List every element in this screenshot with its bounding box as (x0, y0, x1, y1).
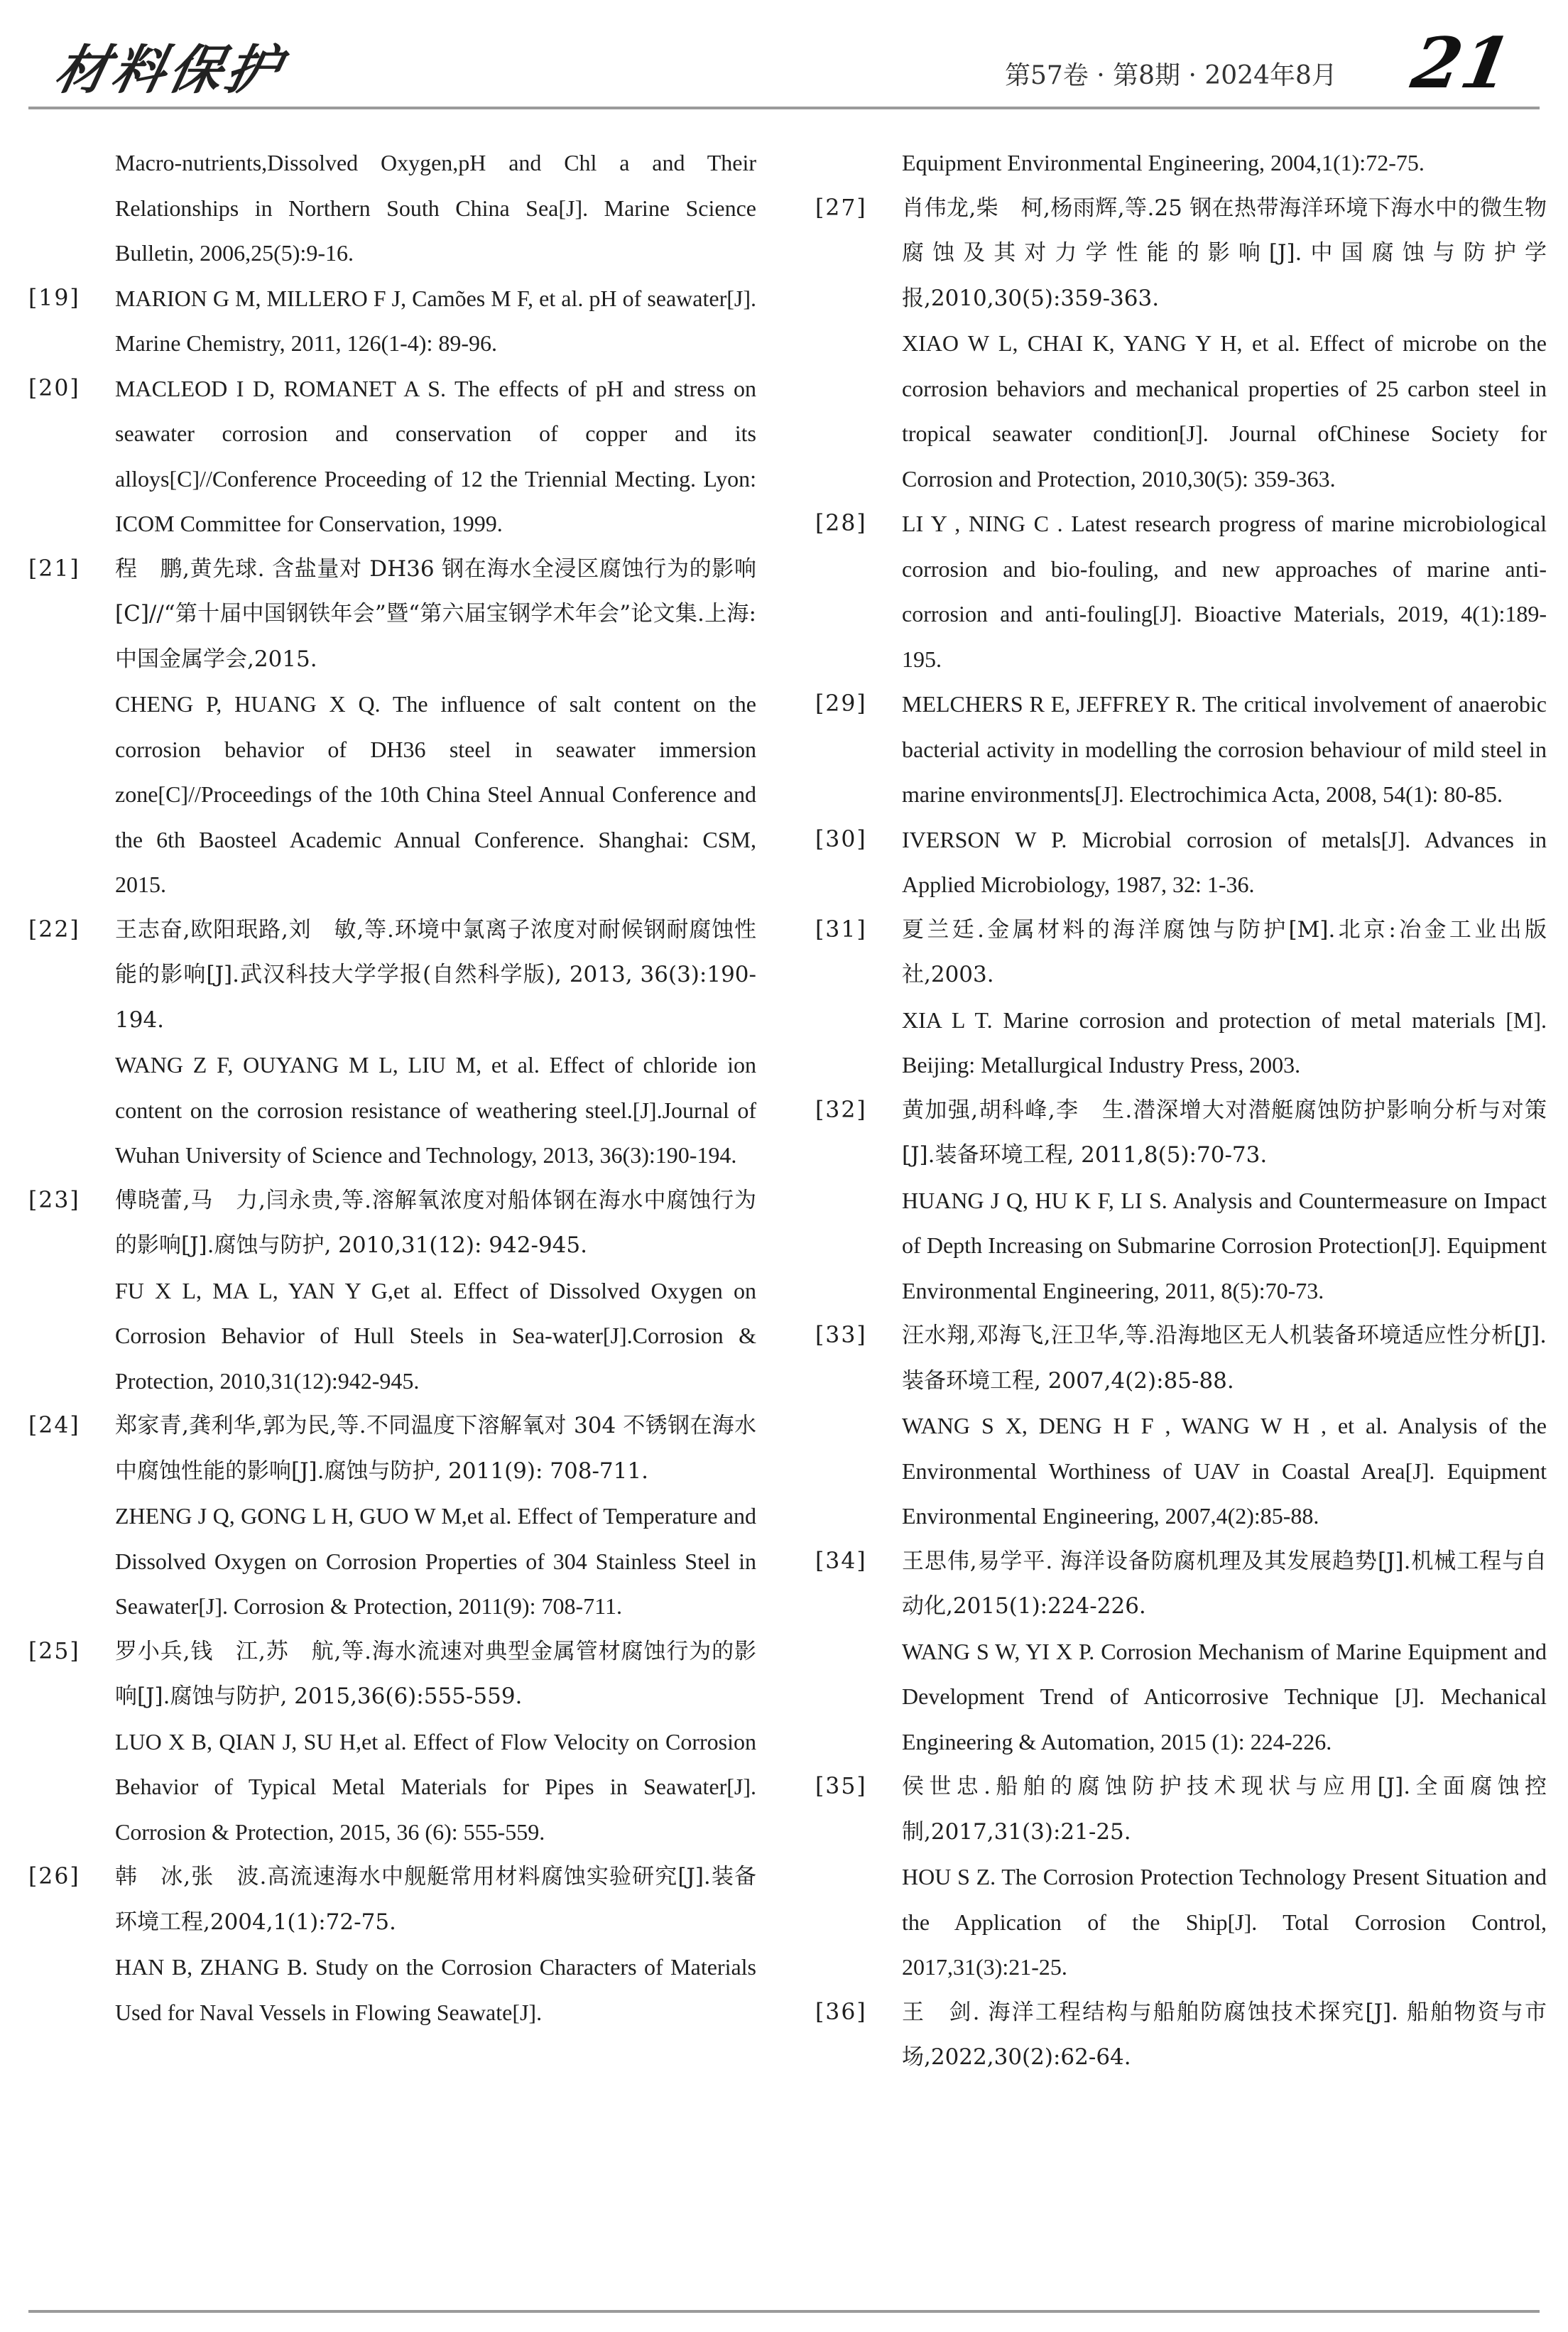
reference-text: 夏兰廷.金属材料的海洋腐蚀与防护[M].北京:冶金工业出版社,2003. (902, 916, 1547, 987)
left-column (28, 141, 756, 2035)
reference-text: WANG S W, YI X P. Corrosion Mechanism of Marine Equipment and Development Trend of Anticorrosive Technique [J]. Mechanical Engineering & Automation, 2015 (1): 224-226. (902, 1638, 1547, 1755)
reference-number: [33] (815, 1323, 867, 1348)
reference-number: [19] (28, 285, 80, 311)
reference-text: Macro-nutrients,Dissolved Oxygen,pH and Chl a and Their Relationships in Northern South China Sea[J]. Marine Science Bulletin, 2006,25(5):9-16. (115, 150, 756, 266)
reference-text: CHENG P, HUANG X Q. The influence of salt content on the corrosion behavior of DH36 steel in seawater immersion zone[C]//Proceedings of the 10th China Steel Annual Conference and the 6th Baosteel Academic Annual Conference. Shanghai: CSM, 2015. (115, 691, 756, 897)
reference-text: LI Y , NING C . Latest research progress of marine microbiological corrosion and bio-fouling, and new approaches of marine anti-corrosion and anti-fouling[J]. Bioactive Materials, 2019, 4(1):189-195. (902, 511, 1547, 672)
reference-text: 王思伟,易学平. 海洋设备防腐机理及其发展趋势[J].机械工程与自动化,2015(1):224-226. (902, 1548, 1547, 1619)
reference-text: 汪水翔,邓海飞,汪卫华,等.沿海地区无人机装备环境适应性分析[J].装备环境工程, 2007,4(2):85-88. (902, 1323, 1547, 1394)
reference-entry (28, 1404, 756, 1494)
reference-text: Equipment Environmental Engineering, 2004,1(1):72-75. (902, 150, 1425, 175)
reference-number: [22] (28, 916, 80, 943)
reference-text: 黄加强,胡科峰,李 生.潜深增大对潜艇腐蚀防护影响分析与对策[J].装备环境工程, 2011,8(5):70-73. (902, 1097, 1547, 1168)
header-divider (28, 107, 1540, 109)
page-number: 21 (1405, 23, 1518, 104)
reference-entry (28, 141, 756, 276)
reference-entry (815, 1629, 1547, 1765)
reference-text: HAN B, ZHANG B. Study on the Corrosion Characters of Materials Used for Naval Vessels in Flowing Seawate[J]. (115, 1954, 756, 2025)
reference-number: [27] (815, 195, 867, 221)
reference-text: 王 剑. 海洋工程结构与船舶防腐蚀技术探究[J]. 船舶物资与市场,2022,30(2):62-64. (902, 1999, 1547, 2070)
reference-entry (815, 1313, 1547, 1404)
reference-text: 肖伟龙,柴 柯,杨雨辉,等.25 钢在热带海洋环境下海水中的微生物腐蚀及其对力学性能的影响[J].中国腐蚀与防护学报,2010,30(5):359-363. (902, 195, 1547, 311)
reference-text: WANG S X, DENG H F , WANG W H , et al. Analysis of the Environmental Worthiness of UAV in Coastal Area[J]. Equipment Environmental Engineering, 2007,4(2):85-88. (902, 1413, 1547, 1529)
reference-entry (815, 1178, 1547, 1314)
reference-number: [34] (815, 1548, 867, 1574)
reference-number: [25] (28, 1638, 80, 1664)
reference-entry (28, 1855, 756, 1945)
reference-entry (815, 1539, 1547, 1629)
right-column (815, 141, 1547, 2081)
reference-entry (815, 682, 1547, 818)
reference-entry (28, 682, 756, 908)
reference-entry (28, 367, 756, 547)
reference-entry (815, 186, 1547, 322)
reference-number: [30] (815, 826, 867, 852)
reference-entry (815, 1990, 1547, 2081)
reference-number: [36] (815, 1999, 867, 2025)
reference-number: [20] (28, 375, 80, 401)
reference-text: 韩 冰,张 波.高流速海水中舰艇常用材料腐蚀实验研究[J].装备环境工程,2004,1(1):72-75. (115, 1864, 756, 1935)
reference-text: 王志奋,欧阳珉路,刘 敏,等.环境中氯离子浓度对耐候钢耐腐蚀性能的影响[J].武汉科技大学学报(自然科学版), 2013, 36(3):190-194. (115, 916, 756, 1033)
reference-text: 傅晓蕾,马 力,闫永贵,等.溶解氧浓度对船体钢在海水中腐蚀行为的影响[J].腐蚀与防护, 2010,31(12): 942-945. (115, 1187, 756, 1258)
reference-entry (28, 1629, 756, 1720)
reference-entry (815, 501, 1547, 682)
reference-number: [32] (815, 1097, 867, 1123)
footer-divider (28, 2310, 1540, 2313)
reference-number: [24] (28, 1413, 80, 1438)
reference-number: [35] (815, 1774, 867, 1799)
issue-info: 第57卷 · 第8期 · 2024年8月 (1005, 61, 1337, 90)
reference-text: MELCHERS R E, JEFFREY R. The critical involvement of anaerobic bacterial activity in modelling the corrosion behaviour of mild steel in marine environments[J]. Electrochimica Acta, 2008, 54(1): 80-85. (902, 691, 1547, 807)
reference-entry (815, 1855, 1547, 1990)
reference-number: [23] (28, 1187, 80, 1213)
reference-number: [26] (28, 1864, 80, 1889)
reference-text: MACLEOD I D, ROMANET A S. The effects of pH and stress on seawater corrosion and conservation of copper and its alloys[C]//Conference Proceeding of 12 the Triennial Mecting. Lyon: ICOM Committee for Conservation, 1999. (115, 375, 756, 536)
reference-number: [21] (28, 555, 80, 582)
reference-text: HOU S Z. The Corrosion Protection Technology Present Situation and the Application of the Ship[J]. Total Corrosion Control, 2017,31(3):21-25. (902, 1864, 1547, 1980)
reference-entry (28, 1269, 756, 1404)
reference-text: MARION G M, MILLERO F J, Camões M F, et al. pH of seawater[J]. Marine Chemistry, 2011, 126(1-4): 89-96. (115, 285, 756, 356)
reference-entry (815, 321, 1547, 501)
reference-text: 侯世忠.船舶的腐蚀防护技术现状与应用[J].全面腐蚀控制,2017,31(3):21-25. (902, 1774, 1547, 1845)
page-header (0, 0, 1568, 124)
reference-text: XIAO W L, CHAI K, YANG Y H, et al. Effect of microbe on the corrosion behaviors and mechanical properties of 25 carbon steel in tropical seawater condition[J]. Journal ofChinese Society for Corrosion and Protection, 2010,30(5): 359-363. (902, 330, 1547, 492)
journal-logo: 材料保护 (49, 40, 290, 101)
reference-text: ZHENG J Q, GONG L H, GUO W M,et al. Effect of Temperature and Dissolved Oxygen on Corrosion Properties of 304 Stainless Steel in Seawater[J]. Corrosion & Protection, 2011(9): 708-711. (115, 1503, 756, 1619)
reference-entry (28, 547, 756, 683)
reference-text: FU X L, MA L, YAN Y G,et al. Effect of Dissolved Oxygen on Corrosion Behavior of Hull Steels in Sea-water[J].Corrosion & Protection, 2010,31(12):942-945. (115, 1277, 756, 1394)
reference-entry (815, 1404, 1547, 1539)
reference-entry (28, 908, 756, 1043)
reference-entry (28, 1945, 756, 2035)
reference-text: 程 鹏,黄先球. 含盐量对 DH36 钢在海水全浸区腐蚀行为的影响[C]//“第十届中国钢铁年会”暨“第六届宝钢学术年会”论文集.上海:中国金属学会,2015. (115, 555, 756, 672)
reference-text: HUANG J Q, HU K F, LI S. Analysis and Countermeasure on Impact of Depth Increasing on Submarine Corrosion Protection[J]. Equipment Environmental Engineering, 2011, 8(5):70-73. (902, 1187, 1547, 1303)
reference-entry (815, 1764, 1547, 1855)
reference-text: 郑家青,龚利华,郭为民,等.不同温度下溶解氧对 304 不锈钢在海水中腐蚀性能的影响[J].腐蚀与防护, 2011(9): 708-711. (115, 1413, 756, 1484)
reference-number: [29] (815, 691, 867, 717)
reference-entry (815, 141, 1547, 186)
reference-entry (815, 818, 1547, 908)
reference-text: IVERSON W P. Microbial corrosion of metals[J]. Advances in Applied Microbiology, 1987, 32: 1-36. (902, 826, 1547, 897)
reference-text: 罗小兵,钱 江,苏 航,等.海水流速对典型金属管材腐蚀行为的影响[J].腐蚀与防护, 2015,36(6):555-559. (115, 1638, 756, 1709)
reference-entry (28, 276, 756, 367)
reference-entry (28, 1178, 756, 1269)
reference-entry (815, 908, 1547, 998)
reference-entry (815, 1088, 1547, 1178)
reference-text: WANG Z F, OUYANG M L, LIU M, et al. Effect of chloride ion content on the corrosion resistance of weathering steel.[J].Journal of Wuhan University of Science and Technology, 2013, 36(3):190-194. (115, 1052, 756, 1168)
reference-number: [28] (815, 511, 867, 536)
reference-entry (28, 1494, 756, 1629)
reference-entry (28, 1720, 756, 1855)
reference-number: [31] (815, 916, 867, 943)
reference-text: XIA L T. Marine corrosion and protection of metal materials [M]. Beijing: Metallurgical Industry Press, 2003. (902, 1007, 1547, 1078)
reference-entry (28, 1043, 756, 1178)
reference-text: LUO X B, QIAN J, SU H,et al. Effect of Flow Velocity on Corrosion Behavior of Typical Metal Materials for Pipes in Seawater[J]. Corrosion & Protection, 2015, 36 (6): 555-559. (115, 1728, 756, 1845)
reference-entry (815, 998, 1547, 1088)
